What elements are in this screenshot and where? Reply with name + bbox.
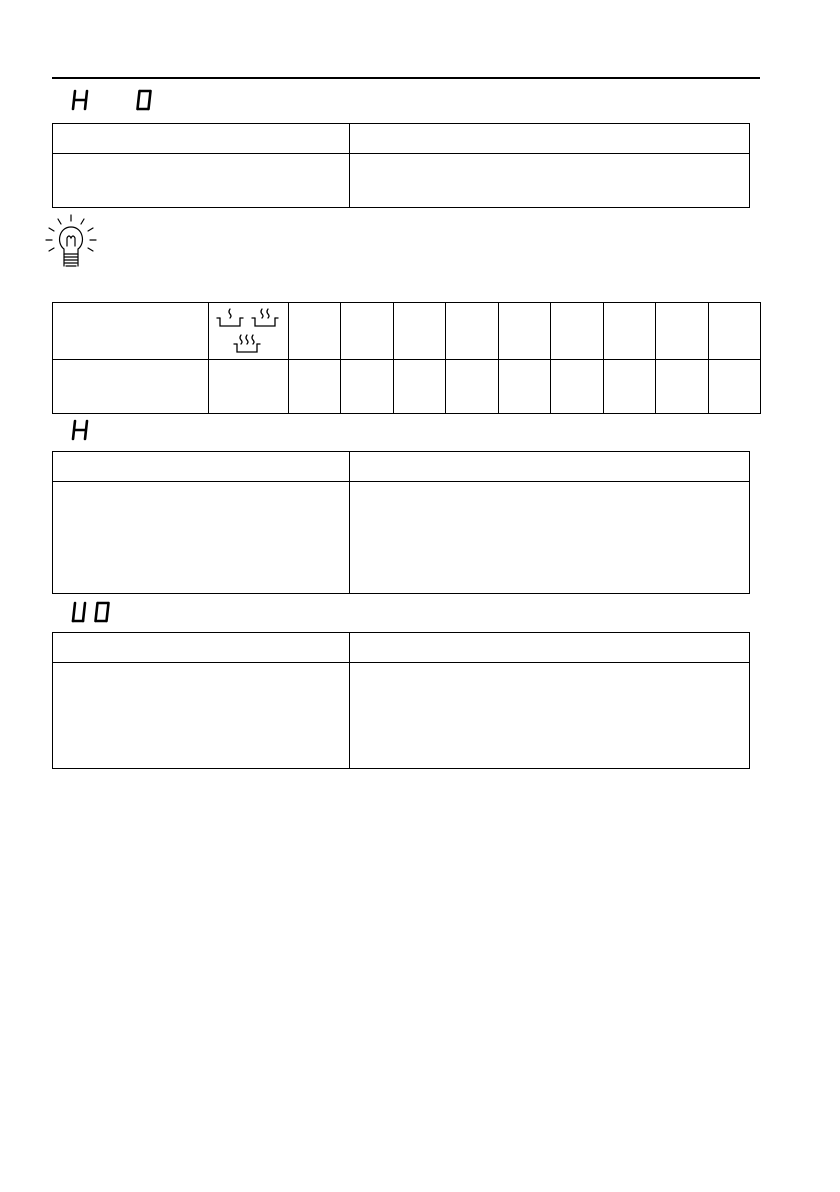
table-header-cell — [289, 303, 341, 360]
table-cell — [53, 663, 350, 769]
display-code-h — [70, 418, 90, 442]
table-header-cell — [446, 303, 499, 360]
table-cell — [209, 360, 289, 414]
table-header-cell — [656, 303, 709, 360]
table-cell — [350, 482, 750, 594]
pot-icons-cell — [209, 303, 289, 360]
table-header-cell — [350, 124, 750, 154]
table-row — [53, 482, 750, 594]
table-header-cell — [499, 303, 551, 360]
pot-steam-low-icon — [217, 309, 243, 326]
table-cell — [53, 360, 209, 414]
table-header-cell — [350, 452, 750, 482]
table-row — [53, 360, 761, 414]
table-cell — [350, 663, 750, 769]
table-cell — [656, 360, 709, 414]
page-top-rule — [52, 77, 760, 79]
power-level-table — [52, 302, 761, 414]
table-cell — [350, 154, 750, 208]
table-cell — [709, 360, 761, 414]
table-cell — [394, 360, 446, 414]
table-header-row — [53, 452, 750, 482]
table-header-cell — [53, 633, 350, 663]
table-cell — [551, 360, 604, 414]
error-table-2 — [52, 451, 750, 594]
table-row — [53, 663, 750, 769]
display-code-h — [70, 88, 90, 112]
table-header-cell — [350, 633, 750, 663]
table-row — [53, 154, 750, 208]
table-header-cell — [341, 303, 394, 360]
display-code-zero — [134, 88, 154, 112]
table-header-cell — [709, 303, 761, 360]
table-cell — [53, 154, 350, 208]
table-cell — [446, 360, 499, 414]
table-header-cell — [604, 303, 656, 360]
pot-steam-high-icon — [234, 335, 260, 352]
error-table-1 — [52, 123, 750, 208]
table-header-cell — [53, 303, 209, 360]
table-cell — [499, 360, 551, 414]
power-level-header-row — [53, 303, 761, 360]
table-cell — [604, 360, 656, 414]
display-code-u0 — [70, 600, 114, 624]
table-header-cell — [394, 303, 446, 360]
lightbulb-icon — [40, 213, 102, 278]
pot-steam-medium-icon — [252, 309, 278, 326]
table-cell — [53, 482, 350, 594]
table-header-cell — [53, 124, 350, 154]
table-header-cell — [53, 452, 350, 482]
table-header-row — [53, 124, 750, 154]
table-cell — [289, 360, 341, 414]
table-cell — [341, 360, 394, 414]
error-table-3 — [52, 632, 750, 769]
table-header-cell — [551, 303, 604, 360]
table-header-row — [53, 633, 750, 663]
